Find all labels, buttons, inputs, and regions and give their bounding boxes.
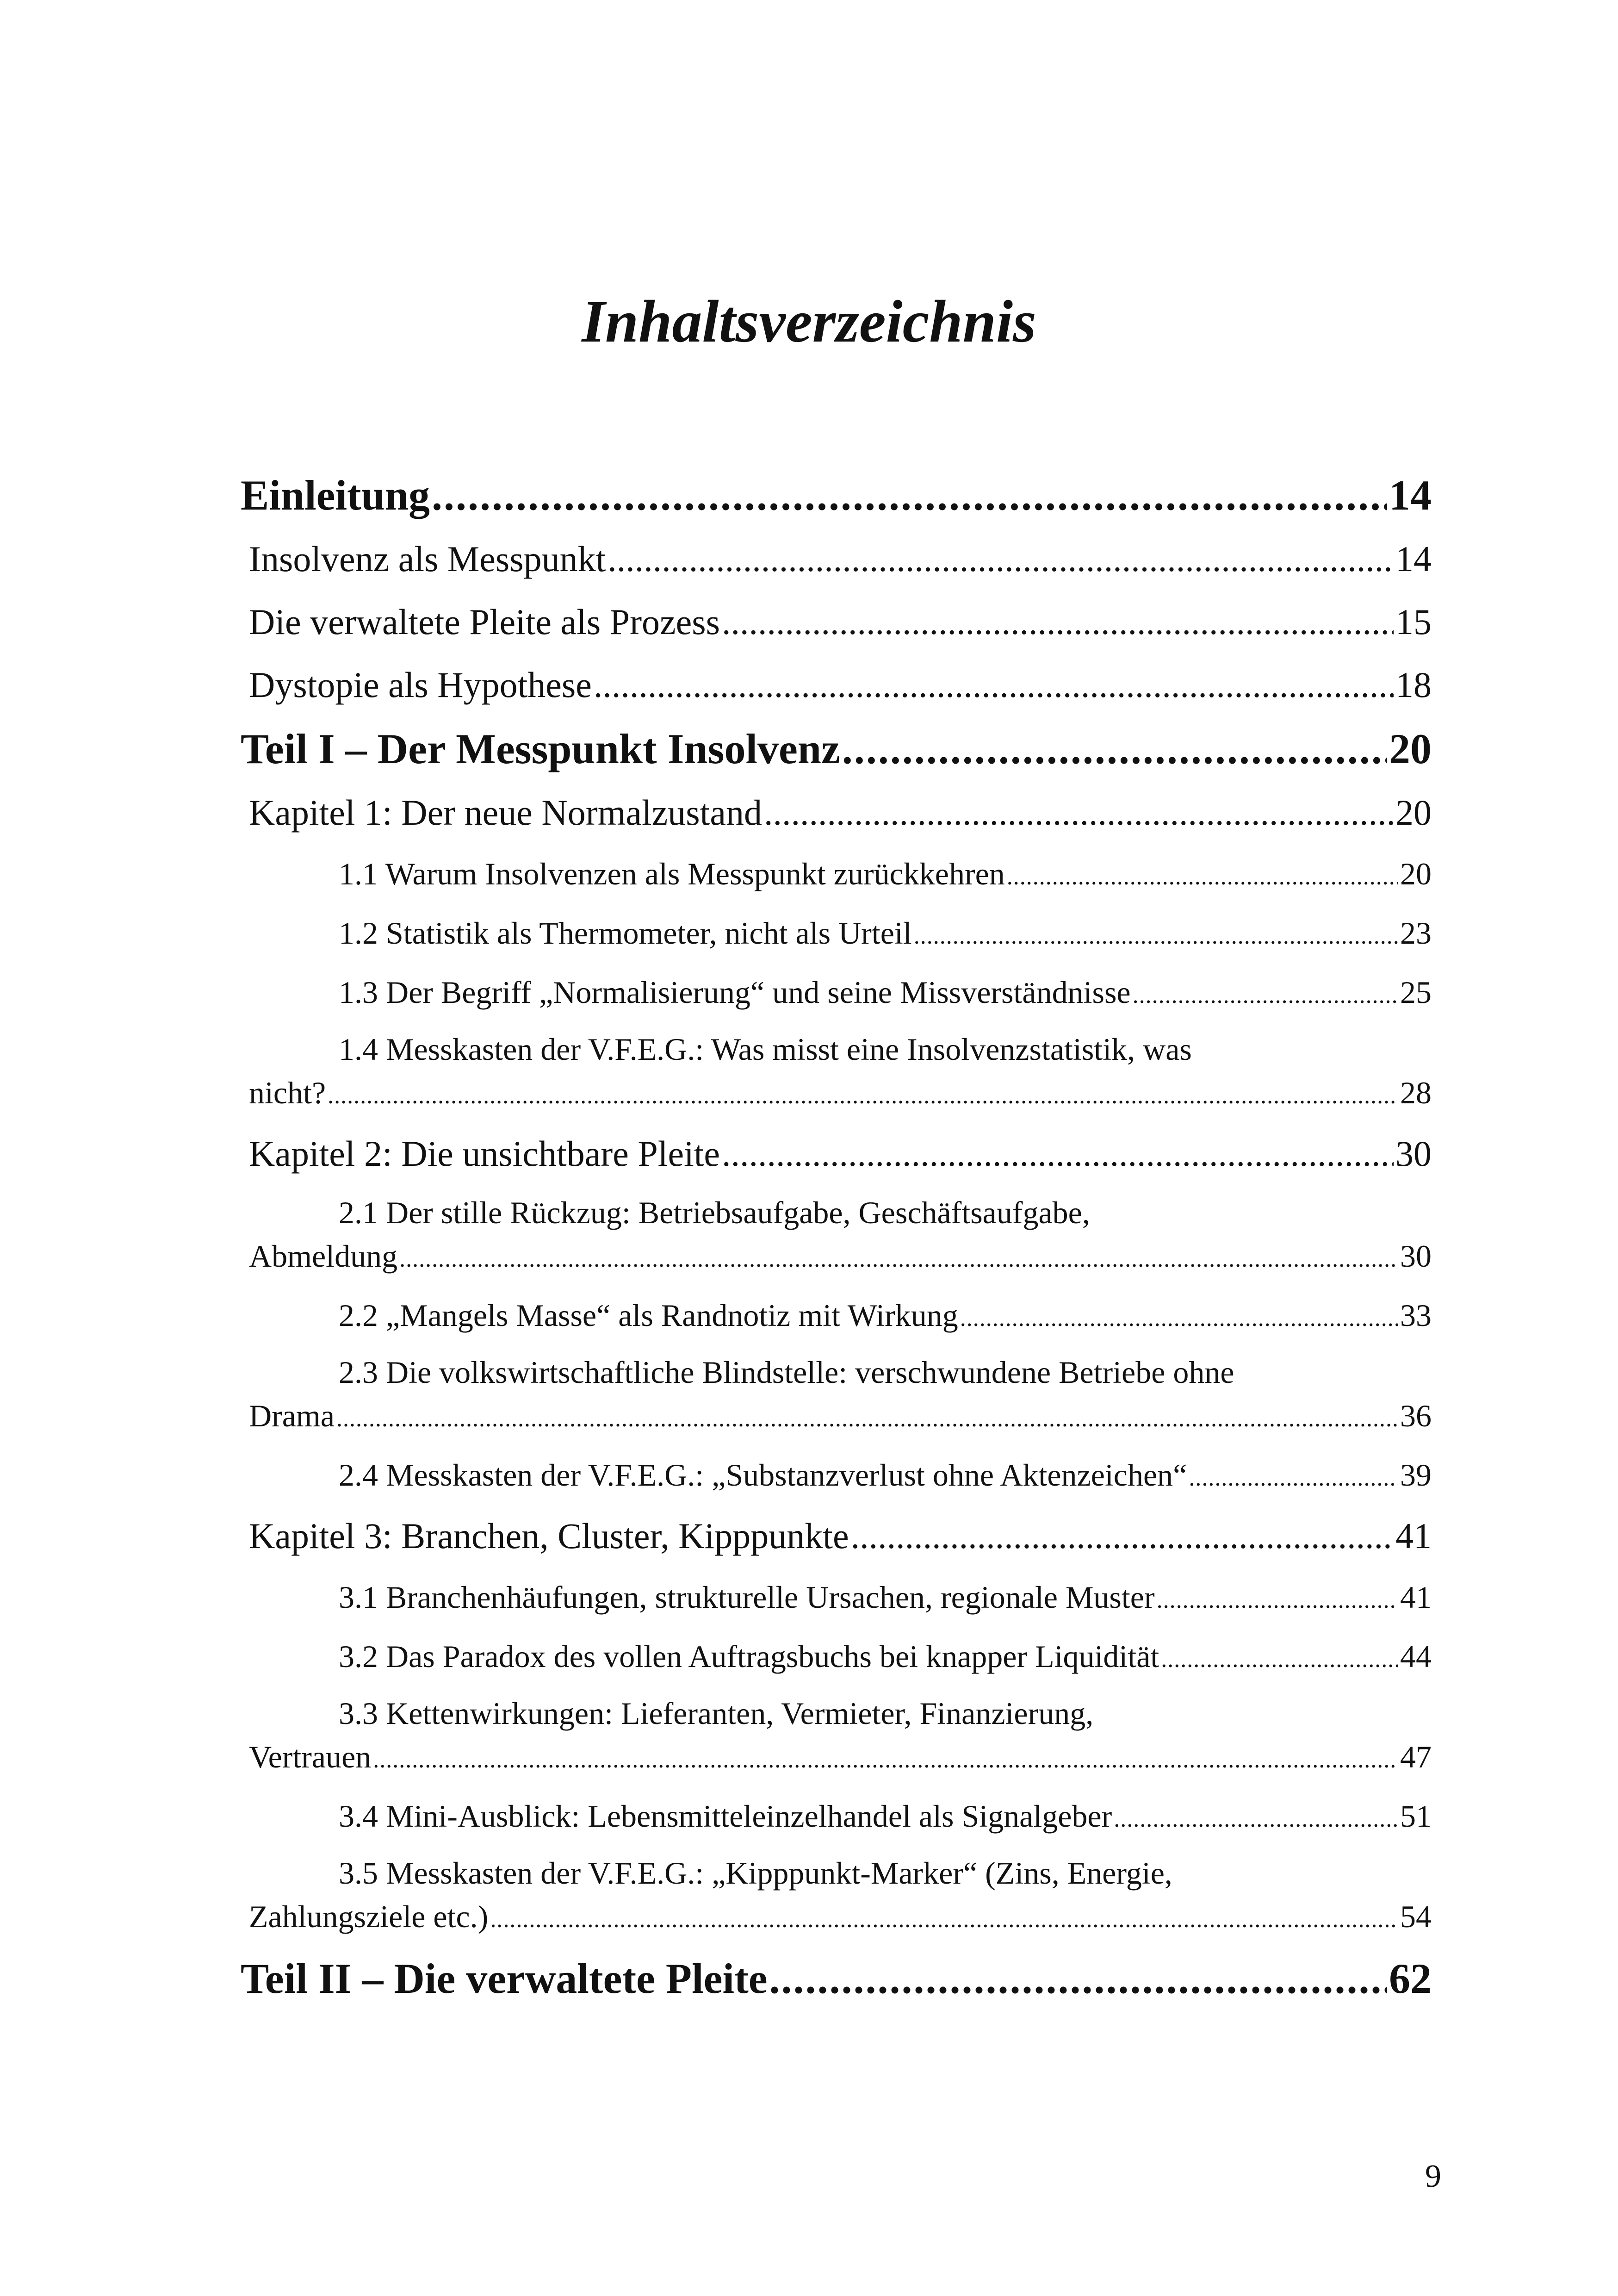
dot-leader	[914, 907, 1398, 963]
toc-entry-subsection[interactable]	[241, 1568, 1432, 1627]
toc-entry-subsection-wrapped[interactable]	[241, 1022, 1432, 1122]
dot-leader	[764, 781, 1394, 844]
toc-entry-label-line1: 3.3 Kettenwirkungen: Lieferanten, Vermieter, Finanzierung,	[339, 1696, 1094, 1731]
toc-entry-page: 47	[1400, 1739, 1432, 1774]
toc-entry-subsection[interactable]	[241, 1286, 1432, 1345]
toc-entry-label: 1.1 Warum Insolvenzen als Messpunkt zurückkehren	[339, 856, 1005, 891]
table-of-contents	[241, 463, 1432, 2011]
toc-entry-page: 51	[1400, 1798, 1432, 1834]
toc-entry-part[interactable]	[241, 1946, 1432, 2011]
dot-leader	[1161, 1630, 1398, 1686]
toc-entry-label: Kapitel 1: Der neue Normalzustand	[249, 792, 762, 833]
toc-entry-page: 30	[1395, 1133, 1432, 1174]
dot-leader	[1007, 847, 1398, 903]
toc-entry-page: 20	[1395, 792, 1432, 833]
toc-entry-page: 18	[1395, 665, 1432, 705]
toc-entry-subsection[interactable]	[241, 1445, 1432, 1505]
toc-entry-chapter[interactable]	[241, 1505, 1432, 1568]
toc-entry-page: 30	[1400, 1238, 1432, 1274]
toc-entry-subsection-wrapped[interactable]	[241, 1686, 1432, 1786]
toc-entry-label-line2: Drama	[249, 1398, 335, 1433]
toc-entry-label-line2: Vertrauen	[249, 1739, 372, 1774]
toc-entry-page: 15	[1395, 602, 1432, 642]
toc-entry-label: 3.4 Mini-Ausblick: Lebensmitteleinzelhandel als Signalgeber	[339, 1798, 1112, 1834]
toc-entry-page: 25	[1400, 975, 1432, 1010]
toc-entry-page: 54	[1400, 1899, 1432, 1934]
toc-entry-page: 62	[1389, 1955, 1432, 2002]
toc-entry-label: 2.2 „Mangels Masse“ als Randnotiz mit Wirkung	[339, 1298, 958, 1333]
toc-entry-part[interactable]	[241, 716, 1432, 781]
toc-entry-subsection[interactable]	[241, 1786, 1432, 1846]
toc-entry-page: 33	[1400, 1298, 1432, 1333]
dot-leader	[490, 1898, 1398, 1941]
toc-entry-label: 3.2 Das Paradox des vollen Auftragsbuchs bei knapper Liquidität	[339, 1639, 1159, 1674]
dot-leader	[769, 1946, 1387, 2011]
toc-entry-subsection[interactable]	[241, 844, 1432, 903]
toc-entry-label: Einleitung	[241, 472, 430, 519]
dot-leader	[851, 1505, 1394, 1568]
dot-leader	[722, 1122, 1394, 1185]
dot-leader	[1157, 1571, 1398, 1627]
toc-entry-chapter[interactable]	[241, 1122, 1432, 1185]
toc-entry-section[interactable]	[241, 528, 1432, 591]
toc-entry-page: 44	[1400, 1639, 1432, 1674]
dot-leader	[336, 1397, 1398, 1441]
dot-leader	[328, 1074, 1398, 1118]
toc-entry-label-line1: 1.4 Messkasten der V.F.E.G.: Was misst eine Insolvenzstatistik, was	[339, 1032, 1192, 1067]
toc-entry-section[interactable]	[241, 591, 1432, 653]
toc-entry-page: 36	[1400, 1398, 1432, 1433]
dot-leader	[1189, 1449, 1398, 1505]
toc-entry-label-line2: Abmeldung	[249, 1238, 398, 1274]
toc-entry-page: 20	[1400, 856, 1432, 891]
toc-entry-label: 3.1 Branchenhäufungen, strukturelle Ursachen, regionale Muster	[339, 1580, 1155, 1615]
dot-leader	[960, 1289, 1398, 1345]
dot-leader	[722, 591, 1394, 653]
toc-entry-subsection-wrapped[interactable]	[241, 1185, 1432, 1286]
toc-entry-page: 23	[1400, 915, 1432, 951]
dot-leader	[594, 653, 1394, 716]
toc-entry-label-line1: 3.5 Messkasten der V.F.E.G.: „Kipppunkt-Marker“ (Zins, Energie,	[339, 1855, 1172, 1891]
dot-leader	[1114, 1790, 1398, 1846]
dot-leader	[842, 716, 1387, 781]
dot-leader	[608, 528, 1394, 591]
toc-entry-subsection[interactable]	[241, 1627, 1432, 1686]
toc-entry-page: 20	[1389, 725, 1432, 772]
toc-entry-page: 41	[1395, 1516, 1432, 1556]
toc-entry-subsection-wrapped[interactable]	[241, 1846, 1432, 1946]
toc-entry-label: 2.4 Messkasten der V.F.E.G.: „Substanzverlust ohne Aktenzeichen“	[339, 1457, 1187, 1493]
toc-entry-subsection-wrapped[interactable]	[241, 1345, 1432, 1445]
toc-entry-subsection[interactable]	[241, 903, 1432, 963]
toc-entry-page: 14	[1395, 539, 1432, 579]
toc-entry-label-line1: 2.1 Der stille Rückzug: Betriebsaufgabe, Geschäftsaufgabe,	[339, 1195, 1090, 1230]
toc-entry-label-line2: nicht?	[249, 1075, 326, 1110]
page-number: 9	[1425, 2159, 1441, 2194]
toc-entry-label: Teil I – Der Messpunkt Insolvenz	[241, 725, 840, 772]
dot-leader	[1133, 966, 1398, 1022]
toc-entry-chapter[interactable]	[241, 781, 1432, 844]
toc-entry-label-line2: Zahlungsziele etc.)	[249, 1899, 489, 1934]
toc-entry-label: Teil II – Die verwaltete Pleite	[241, 1955, 768, 2002]
toc-entry-label: Die verwaltete Pleite als Prozess	[249, 602, 720, 642]
dot-leader	[399, 1238, 1398, 1281]
dot-leader	[432, 463, 1387, 528]
toc-entry-label: 1.2 Statistik als Thermometer, nicht als Urteil	[339, 915, 912, 951]
toc-entry-page: 14	[1389, 472, 1432, 519]
toc-entry-subsection[interactable]	[241, 963, 1432, 1022]
toc-entry-page: 28	[1400, 1075, 1432, 1110]
dot-leader	[373, 1738, 1398, 1782]
page-title: Inhaltsverzeichnis	[582, 288, 1036, 355]
toc-entry-page: 39	[1400, 1457, 1432, 1493]
toc-entry-einleitung[interactable]	[241, 463, 1432, 528]
toc-entry-label: Kapitel 2: Die unsichtbare Pleite	[249, 1133, 720, 1174]
toc-entry-section[interactable]	[241, 653, 1432, 716]
toc-entry-label: 1.3 Der Begriff „Normalisierung“ und seine Missverständnisse	[339, 975, 1131, 1010]
toc-entry-label: Insolvenz als Messpunkt	[249, 539, 606, 579]
toc-entry-label: Dystopie als Hypothese	[249, 665, 592, 705]
toc-entry-label-line1: 2.3 Die volkswirtschaftliche Blindstelle: verschwundene Betriebe ohne	[339, 1355, 1234, 1390]
toc-entry-page: 41	[1400, 1580, 1432, 1615]
toc-entry-label: Kapitel 3: Branchen, Cluster, Kipppunkte	[249, 1516, 849, 1556]
